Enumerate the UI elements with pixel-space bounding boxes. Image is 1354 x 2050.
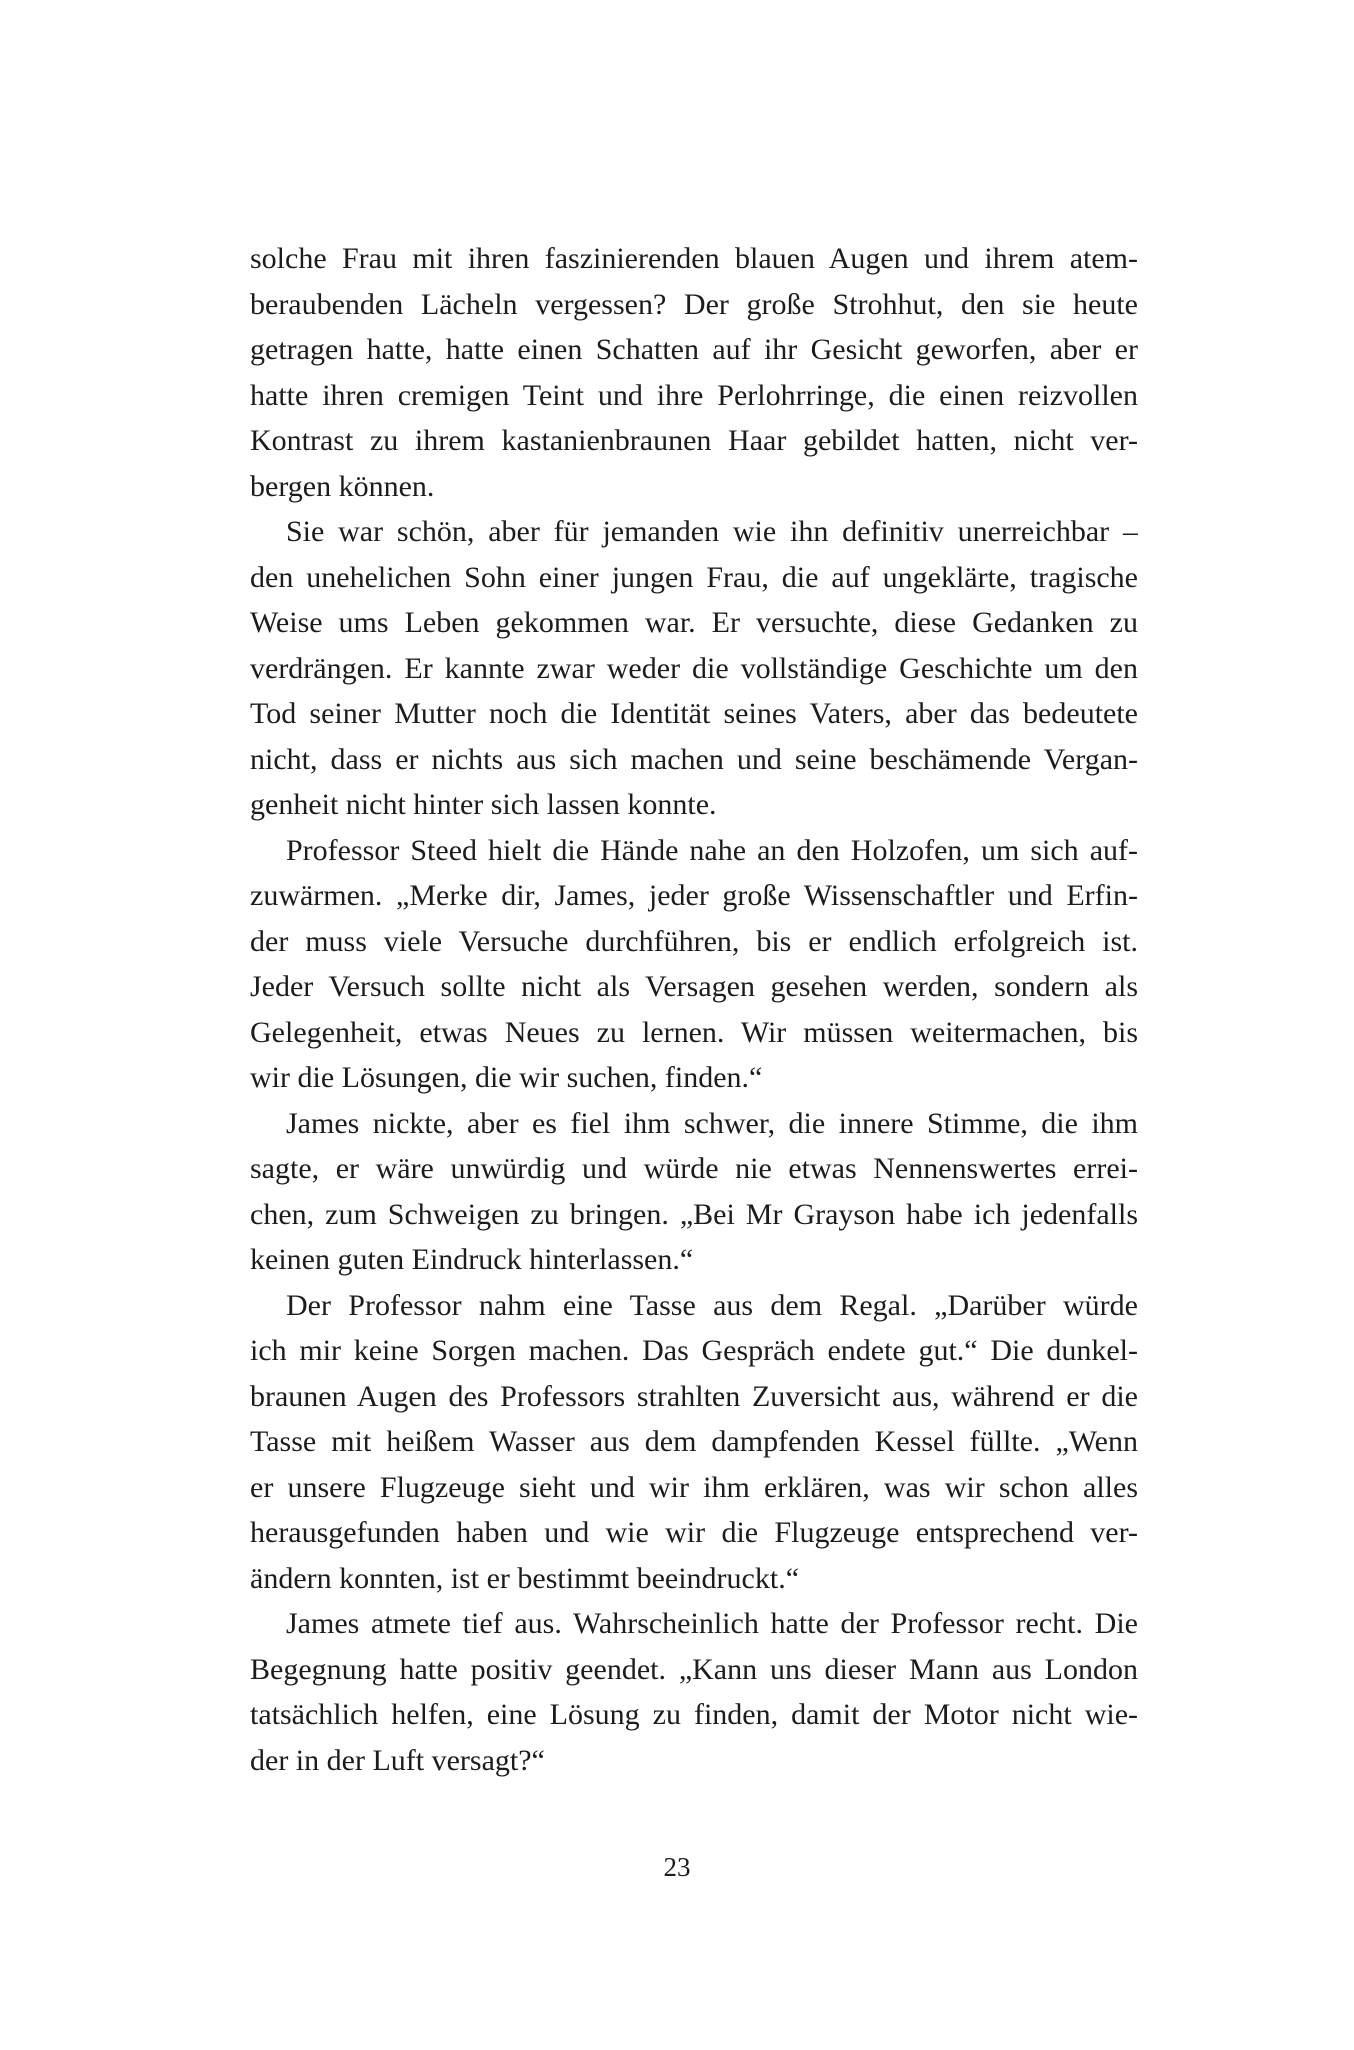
text-line: verdrängen. Er kannte zwar weder die vollständige Geschichte um den bbox=[250, 651, 1138, 685]
text-line: James nickte, aber es fiel ihm schwer, die innere Stimme, die ihm bbox=[286, 1106, 1138, 1140]
text-line: der in der Luft versagt?“ bbox=[250, 1743, 545, 1777]
text-line: bergen können. bbox=[250, 469, 435, 503]
text-line: James atmete tief aus. Wahrscheinlich hatte der Professor recht. Die bbox=[286, 1607, 1138, 1640]
page-number: 23 bbox=[663, 1852, 691, 1882]
text-line: herausgefunden haben und wie wir die Flugzeuge entsprechend ver- bbox=[250, 1516, 1138, 1549]
text-line: Kontrast zu ihrem kastanienbraunen Haar gebildet hatten, nicht ver- bbox=[250, 424, 1138, 457]
text-line: getragen hatte, hatte einen Schatten auf ihr Gesicht geworfen, aber er bbox=[250, 333, 1138, 366]
text-line: keinen guten Eindruck hinterlassen.“ bbox=[250, 1243, 694, 1276]
text-line: Tod seiner Mutter noch die Identität seines Vaters, aber das bedeutete bbox=[250, 697, 1138, 730]
text-line: Weise ums Leben gekommen war. Er versuchte, diese Gedanken zu bbox=[250, 606, 1138, 639]
text-line: Der Professor nahm eine Tasse aus dem Regal. „Darüber würde bbox=[286, 1288, 1138, 1322]
text-line: Professor Steed hielt die Hände nahe an den Holzofen, um sich auf- bbox=[286, 833, 1138, 867]
text-line: sagte, er wäre unwürdig und würde nie etwas Nennenswertes errei- bbox=[250, 1152, 1138, 1185]
text-line: chen, zum Schweigen zu bringen. „Bei Mr Grayson habe ich jedenfalls bbox=[250, 1197, 1138, 1231]
text-line: wir die Lösungen, die wir suchen, finden.“ bbox=[250, 1061, 763, 1094]
text-line: genheit nicht hinter sich lassen konnte. bbox=[250, 788, 717, 821]
text-line: Jeder Versuch sollte nicht als Versagen gesehen werden, sondern als bbox=[250, 970, 1138, 1003]
text-line: braunen Augen des Professors strahlten Zuversicht aus, während er die bbox=[250, 1379, 1138, 1413]
text-line: nicht, dass er nichts aus sich machen und seine beschämende Vergan- bbox=[250, 742, 1138, 776]
text-line: Tasse mit heißem Wasser aus dem dampfenden Kessel füllte. „Wenn bbox=[250, 1425, 1138, 1458]
text-line: er unsere Flugzeuge sieht und wir ihm erklären, was wir schon alles bbox=[250, 1470, 1138, 1504]
text-line: zuwärmen. „Merke dir, James, jeder große Wissenschaftler und Erfin- bbox=[250, 879, 1138, 912]
text-line: tatsächlich helfen, eine Lösung zu finden, damit der Motor nicht wie- bbox=[250, 1698, 1138, 1731]
text-line: solche Frau mit ihren faszinierenden blauen Augen und ihrem atem- bbox=[250, 242, 1138, 275]
text-line: Begegnung hatte positiv geendet. „Kann uns dieser Mann aus London bbox=[250, 1652, 1138, 1686]
text-line: beraubenden Lächeln vergessen? Der große Strohhut, den sie heute bbox=[250, 287, 1138, 321]
text-line: der muss viele Versuche durchführen, bis er endlich erfolgreich ist. bbox=[250, 924, 1138, 958]
text-line: ändern konnten, ist er bestimmt beeindruckt.“ bbox=[250, 1561, 800, 1595]
text-line: hatte ihren cremigen Teint und ihre Perlohrringe, die einen reizvollen bbox=[250, 378, 1138, 412]
text-line: Sie war schön, aber für jemanden wie ihn definitiv unerreichbar – bbox=[286, 515, 1138, 548]
text-line: den unehelichen Sohn einer jungen Frau, die auf ungeklärte, tragische bbox=[250, 560, 1138, 594]
body-text bbox=[250, 236, 1138, 1783]
text-line: Gelegenheit, etwas Neues zu lernen. Wir müssen weitermachen, bis bbox=[250, 1015, 1138, 1049]
text-line: ich mir keine Sorgen machen. Das Gespräch endete gut.“ Die dunkel- bbox=[250, 1334, 1138, 1367]
